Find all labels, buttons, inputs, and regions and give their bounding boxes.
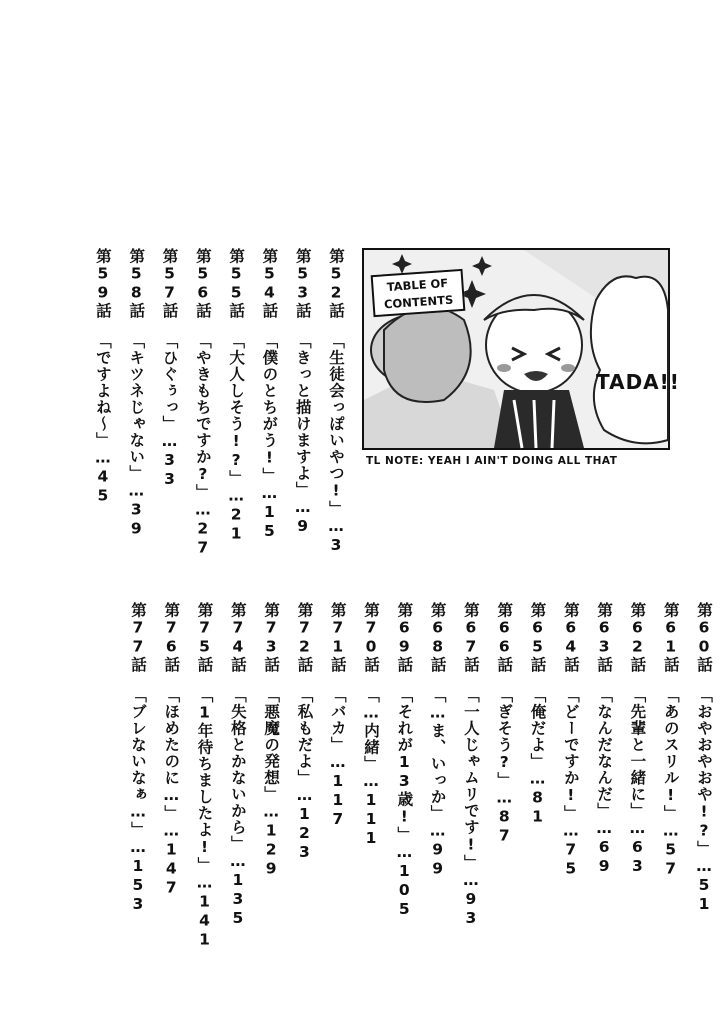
chapter-page: 27 [193, 519, 212, 558]
chapter-page: 147 [162, 840, 181, 898]
chapter-title: 「どーですか!」 [561, 687, 580, 822]
manga-panel-illustration [362, 248, 680, 450]
toc-entry [252, 248, 285, 558]
separator: … [195, 873, 214, 893]
separator: … [295, 786, 314, 805]
toc-entry [121, 602, 154, 950]
chapter-number: 第75話 [195, 602, 214, 673]
chapter-number: 第53話 [293, 248, 312, 319]
toc-entry [487, 602, 520, 950]
chapter-title: 「大人しそう!?」 [227, 333, 246, 487]
chapter-page: 129 [262, 821, 281, 879]
chapter-number: 第71話 [328, 602, 347, 673]
separator: … [628, 819, 647, 838]
chapter-number: 第60話 [695, 602, 713, 673]
chapter-title: 「…内緒」 [362, 687, 381, 772]
chapter-number: 第57話 [160, 248, 179, 319]
chapter-title: 「キツネじゃない」 [127, 333, 146, 482]
chapter-title: 「ですよね〜」 [93, 333, 112, 449]
chapter-title: 「一人じゃムリです!」 [461, 687, 480, 871]
chapter-title: 「ブレないなぁ…」 [128, 687, 147, 838]
separator: … [162, 821, 181, 841]
toc-entry [387, 602, 420, 950]
chapter-page: 21 [227, 505, 246, 544]
toc-entry [254, 602, 287, 950]
chapter-number: 第76話 [162, 602, 181, 673]
separator: … [262, 802, 281, 822]
chapter-page: 57 [661, 840, 680, 879]
chapter-title: 「…ま、いっか」 [428, 687, 447, 822]
chapter-page: 3 [327, 536, 345, 555]
chapter-number: 第61話 [661, 602, 680, 673]
table-of-contents-sign: TABLE OF CONTENTS [371, 269, 466, 317]
chapter-number: 第73話 [262, 602, 281, 673]
toc-entry [287, 602, 320, 950]
chapter-title: 「俺だよ」 [528, 687, 547, 770]
toc-top-block [86, 248, 352, 558]
chapter-title: 「生徒会っぽいやつ!」 [327, 333, 345, 517]
toc-entry [119, 248, 152, 558]
separator: … [595, 819, 614, 838]
chapter-number: 第66話 [495, 602, 514, 673]
chapter-page: 75 [561, 840, 580, 879]
chapter-title: 「先輩と一緒に」 [628, 687, 647, 819]
toc-entry [653, 602, 686, 950]
chapter-title: 「それが13歳!」 [395, 687, 414, 843]
toc-entry [285, 248, 318, 558]
separator: … [227, 486, 246, 506]
chapter-title: 「あのスリル!」 [661, 687, 680, 822]
separator: … [362, 772, 381, 791]
toc-entry [620, 602, 653, 950]
toc-entry [520, 602, 553, 950]
chapter-page: 141 [195, 892, 214, 950]
chapter-title: 「きっと描けますよ」 [293, 333, 312, 498]
chapter-page: 39 [127, 500, 146, 539]
chapter-title: 「ほめたのに…」 [162, 687, 181, 822]
toc-entry [420, 602, 453, 950]
chapter-number: 第74話 [228, 602, 247, 673]
toc-entry [554, 602, 587, 950]
chapter-title: 「バカ」 [328, 687, 347, 753]
chapter-title: 「おやおやおや!?」 [695, 687, 713, 857]
chapter-number: 第55話 [227, 248, 246, 319]
toc-entry [186, 248, 219, 558]
chapter-title: 「やきもちですか?」 [193, 333, 212, 501]
chapter-page: 93 [461, 890, 480, 928]
chapter-number: 第69話 [395, 602, 414, 673]
separator: … [328, 753, 347, 772]
separator: … [528, 769, 547, 789]
toc-bottom-block [121, 602, 720, 950]
separator: … [561, 821, 580, 841]
separator: … [293, 498, 312, 517]
separator: … [128, 838, 147, 857]
chapter-title: 「悪魔の発想」 [262, 687, 281, 803]
chapter-number: 第52話 [327, 248, 345, 319]
chapter-number: 第70話 [362, 602, 381, 673]
chapter-title: 「失格とかないから」 [228, 687, 247, 852]
toc-entry [221, 602, 254, 950]
toc-entry [454, 602, 487, 950]
separator: … [260, 484, 279, 503]
toc-entry [687, 602, 720, 950]
chapter-page: 111 [362, 791, 381, 848]
chapter-page: 99 [428, 840, 447, 879]
separator: … [395, 843, 414, 862]
chapter-page: 123 [295, 805, 314, 862]
separator: … [461, 871, 480, 890]
chapter-number: 第67話 [461, 602, 480, 673]
chapter-page: 15 [260, 503, 279, 541]
toc-entry [354, 602, 387, 950]
toc-entry [154, 602, 187, 950]
chapter-page: 87 [495, 807, 514, 846]
toc-entry [320, 602, 353, 950]
chapter-page: 81 [528, 788, 547, 827]
chapter-page: 69 [595, 838, 614, 876]
separator: … [327, 517, 345, 536]
separator: … [160, 432, 179, 451]
chapter-number: 第65話 [528, 602, 547, 673]
toc-entry [152, 248, 185, 558]
separator: … [127, 481, 146, 501]
chapter-page: 117 [328, 772, 347, 829]
chapter-number: 第77話 [128, 602, 147, 673]
separator: … [695, 857, 713, 876]
tada-exclamation: TADA!! [596, 370, 680, 394]
chapter-page: 9 [293, 517, 312, 536]
chapter-number: 第62話 [628, 602, 647, 673]
toc-entry [86, 248, 119, 558]
separator: … [495, 788, 514, 808]
chapter-title: 「1年待ちましたよ!」 [195, 687, 214, 874]
chapter-title: 「ぎそう?」 [495, 687, 514, 789]
separator: … [661, 821, 680, 841]
chapter-title: 「私もだよ」 [295, 687, 314, 786]
separator: … [193, 500, 212, 520]
separator: … [428, 821, 447, 841]
translator-note: TL NOTE: YEAH I AIN'T DOING ALL THAT [366, 455, 618, 467]
chapter-page: 135 [228, 871, 247, 928]
toc-entry [587, 602, 620, 950]
chapter-number: 第56話 [193, 248, 212, 319]
chapter-number: 第63話 [595, 602, 614, 673]
chapter-page: 51 [695, 876, 713, 914]
chapter-page: 153 [128, 857, 147, 914]
chapter-title: 「ひぐぅっ」 [160, 333, 179, 432]
separator: … [93, 448, 112, 468]
chapter-number: 第64話 [561, 602, 580, 673]
chapter-page: 63 [628, 838, 647, 876]
chapter-number: 第72話 [295, 602, 314, 673]
chapter-number: 第54話 [260, 248, 279, 319]
toc-entry [319, 248, 352, 558]
chapter-number: 第59話 [93, 248, 112, 319]
chapter-number: 第58話 [127, 248, 146, 319]
separator: … [228, 852, 247, 871]
chapter-page: 105 [395, 862, 414, 919]
chapter-title: 「なんだなんだ」 [595, 687, 614, 819]
chapter-page: 33 [160, 451, 179, 489]
chapter-number: 第68話 [428, 602, 447, 673]
chapter-title: 「僕のとちがう!」 [260, 333, 279, 484]
toc-entry [219, 248, 252, 558]
toc-entry [187, 602, 220, 950]
chapter-page: 45 [93, 467, 112, 506]
